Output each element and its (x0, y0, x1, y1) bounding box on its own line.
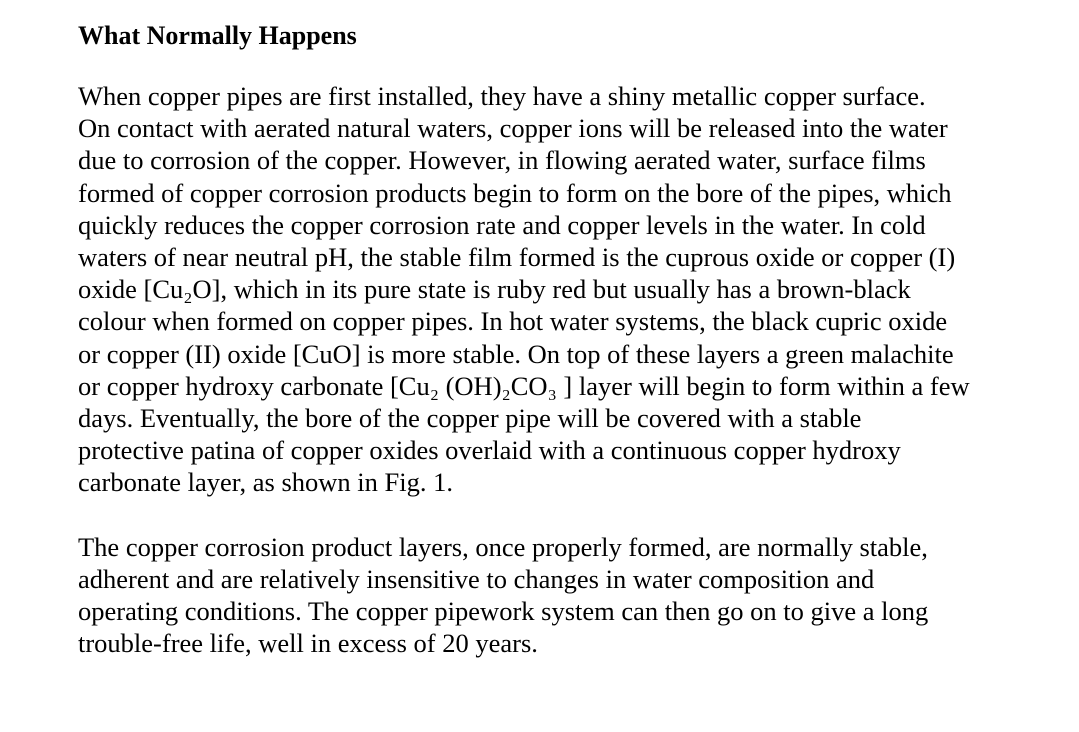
text-line: adherent and are relatively insensitive to changes in water composition and (78, 563, 875, 594)
text-line: carbonate layer, as shown in Fig. 1. (78, 467, 453, 498)
document-page (78, 18, 1068, 659)
text-line: The copper corrosion product layers, once properly formed, are normally stable, (78, 531, 928, 562)
text-line: or copper (II) oxide [CuO] is more stable. On top of these layers a green malachite (78, 338, 954, 369)
text-line: colour when formed on copper pipes. In hot water systems, the black cupric oxide (78, 306, 948, 337)
text-line: or copper hydroxy carbonate [Cu₂ (OH)₂CO₃ ] layer will begin to form within a few (78, 370, 970, 401)
text-line: operating conditions. The copper pipework system can then go on to give a long (78, 596, 929, 627)
text-line: trouble-free life, well in excess of 20 years. (78, 628, 538, 659)
section-heading: What Normally Happens (78, 21, 357, 50)
text-line: oxide [Cu₂O], which in its pure state is ruby red but usually has a brown-black (78, 274, 911, 305)
paragraph-normal-process (78, 80, 1068, 499)
text-line: formed of copper corrosion products begin to form on the bore of the pipes, which (78, 177, 952, 208)
text-line: days. Eventually, the bore of the copper pipe will be covered with a stable (78, 403, 862, 434)
paragraph-stable-layers (78, 531, 1068, 660)
text-line: On contact with aerated natural waters, copper ions will be released into the water (78, 113, 948, 144)
text-line: When copper pipes are first installed, they have a shiny metallic copper surface. (78, 81, 926, 111)
text-line: quickly reduces the copper corrosion rate and copper levels in the water. In cold (78, 209, 926, 240)
text-line: protective patina of copper oxides overlaid with a continuous copper hydroxy (78, 435, 901, 466)
text-line: waters of near neutral pH, the stable film formed is the cuprous oxide or copper (I) (78, 242, 956, 273)
text-line: due to corrosion of the copper. However, in flowing aerated water, surface films (78, 145, 926, 176)
